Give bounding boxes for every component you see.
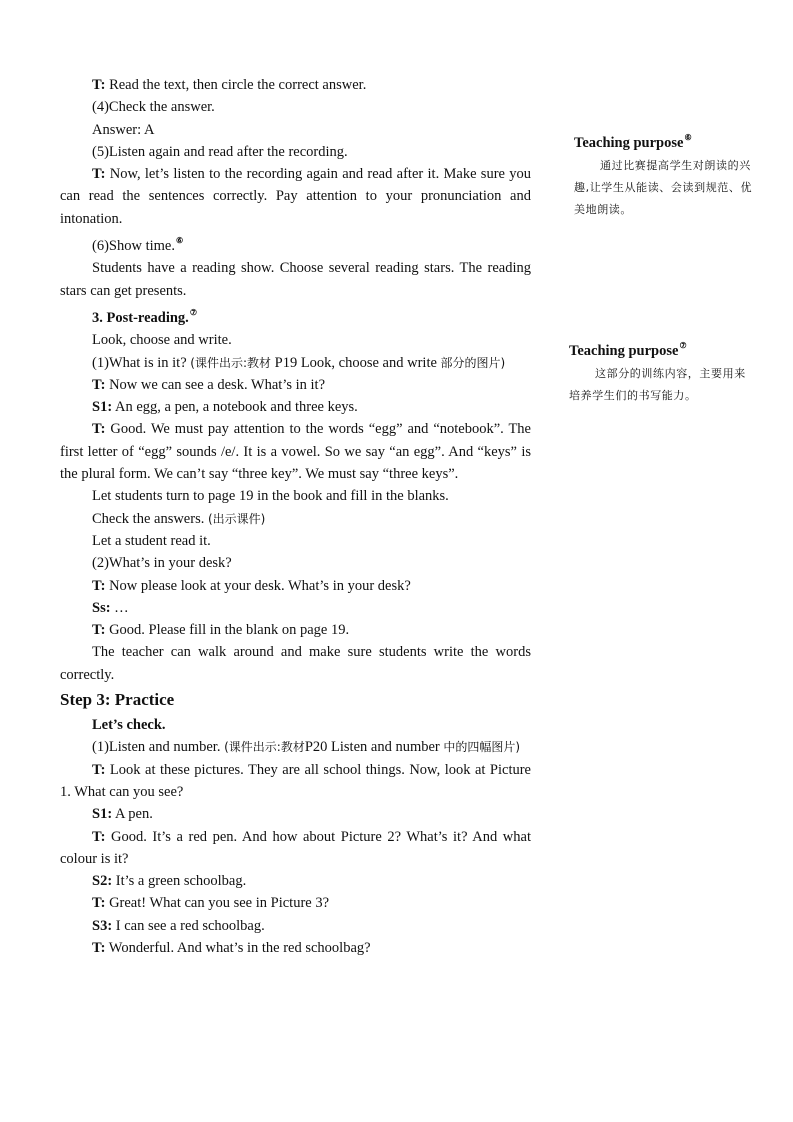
speaker-label: T: <box>92 939 106 956</box>
speaker-label: T: <box>92 828 106 845</box>
dialogue-line: T: Great! What can you see in Picture 3? <box>92 895 330 912</box>
footnote-marker: ⑥ <box>684 133 692 142</box>
main-column <box>60 74 531 959</box>
dialogue-line: S2: It’s a green schoolbag. <box>92 873 247 890</box>
step-line: (4)Check the answer. <box>92 99 215 116</box>
dialogue-line: T: Look at these pictures. They are all school things. Now, look at Picture 1. What can you see? <box>60 761 531 800</box>
paragraph: Students have a reading show. Choose several reading stars. The reading stars can get presents. <box>60 260 531 299</box>
footnote-marker: ⑦ <box>189 307 197 317</box>
step-line: (2)What’s in your desk? <box>92 555 232 572</box>
speaker-label: Ss: <box>92 599 111 616</box>
note-title: Teaching purpose⑥ <box>574 133 692 151</box>
speaker-label: T: <box>92 376 106 393</box>
speaker-label: S1: <box>92 399 113 416</box>
dialogue-line: T: Now we can see a desk. What’s in it? <box>92 376 326 393</box>
step-line: (6)Show time.⑥ <box>92 236 184 255</box>
speaker-label: T: <box>92 622 106 639</box>
step-heading: Step 3: Practice <box>60 690 175 710</box>
speaker-label: S1: <box>92 806 113 823</box>
speaker-label: T: <box>92 895 106 912</box>
dialogue-line: T: Good. We must pay attention to the words “egg” and “notebook”. The first letter of “egg” sounds /e/. It is a vowel. So we say “an egg”. And “keys” is the plural form. We can’t say “three key”. We must say “three keys”. <box>60 421 531 483</box>
step-line: (1)What is in it? (课件出示:教材 P19 Look, choose and write 部分的图片) <box>92 354 506 371</box>
step-line: Look, choose and write. <box>92 332 232 349</box>
note-title: Teaching purpose⑦ <box>569 341 687 359</box>
dialogue-line: S1: A pen. <box>92 806 153 823</box>
note-text: 通过比赛提高学生对朗读的兴趣,让学生从能读、会读到规范、优美地朗读。 <box>574 159 753 216</box>
dialogue-line: T: Now, let’s listen to the recording again and read after it. Make sure you can read the sentences correctly. Pay attention to your pronunciation and intonation. <box>60 166 531 227</box>
speaker-label: S3: <box>92 917 113 934</box>
dialogue-line: T: Good. Please fill in the blank on page 19. <box>92 622 350 639</box>
speaker-label: T: <box>92 761 106 778</box>
footnote-marker: ⑥ <box>175 236 184 246</box>
teaching-purpose-note-6 <box>574 128 759 221</box>
dialogue-line: S3: I can see a red schoolbag. <box>92 917 265 934</box>
answer-line: Answer: A <box>92 121 155 138</box>
instruction-line: Let students turn to page 19 in the book and fill in the blanks. <box>92 488 449 505</box>
speaker-label: T: <box>92 77 106 93</box>
dialogue-line: T: Read the text, then circle the correct answer. <box>92 77 367 93</box>
speaker-label: T: <box>92 166 106 183</box>
dialogue-line: Ss: … <box>92 599 129 616</box>
sub-heading: Let’s check. <box>92 717 166 734</box>
note-text: 这部分的训练内容，主要用来培养学生们的书写能力。 <box>569 367 746 402</box>
dialogue-line: T: Now please look at your desk. What’s in your desk? <box>92 577 411 594</box>
instruction-line: Let a student read it. <box>92 532 211 549</box>
paragraph: The teacher can walk around and make sure students write the words correctly. <box>60 644 531 683</box>
dialogue-line: T: Good. It’s a red pen. And how about Picture 2? What’s it? And what colour is it? <box>60 828 531 867</box>
dialogue-line: T: Wonderful. And what’s in the red schoolbag? <box>92 939 371 956</box>
step-line: (1)Listen and number. (课件出示:教材P20 Listen and number 中的四幅图片) <box>92 739 521 756</box>
section-heading: 3. Post-reading.⑦ <box>92 307 197 326</box>
speaker-label: S2: <box>92 873 113 890</box>
step-line: (5)Listen again and read after the recording. <box>92 143 348 160</box>
instruction-line: Check the answers. (出示课件) <box>92 510 266 527</box>
dialogue-line: S1: An egg, a pen, a notebook and three keys. <box>92 399 358 416</box>
speaker-label: T: <box>92 577 106 594</box>
footnote-marker: ⑦ <box>679 341 687 350</box>
speaker-label: T: <box>92 421 106 438</box>
teaching-purpose-note-7 <box>569 336 754 407</box>
